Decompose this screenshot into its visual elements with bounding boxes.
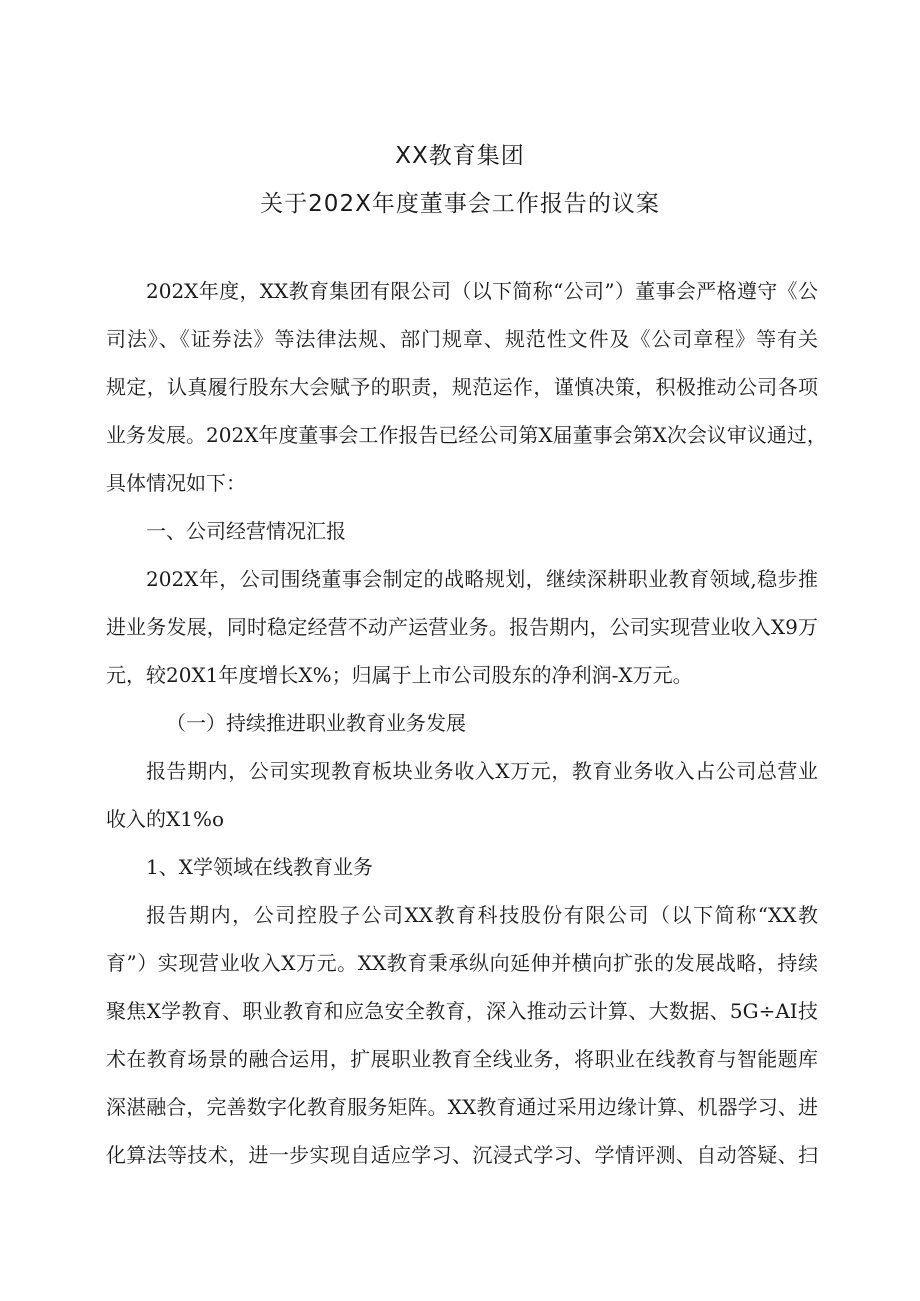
paragraph-line: 司法》、《证券法》等法律法规、部门规章、规范性文件及《公司章程》等有关: [106, 327, 818, 351]
paragraph-line: 报告期内，公司实现教育板块业务收入X万元，教育业务收入占公司总营业: [146, 759, 818, 783]
paragraph-line: 业务发展。202X年度董事会工作报告已经公司第X届董事会第X次会议审议通过，: [106, 423, 827, 447]
paragraph-line: 聚焦X学教育、职业教育和应急安全教育，深入推动云计算、大数据、5G÷AI技: [106, 999, 818, 1023]
paragraph-line: 202X年度，XX教育集团有限公司（以下简称“公司”）董事会严格遵守《公: [146, 279, 818, 303]
document-title-org: XX教育集团: [395, 143, 525, 169]
paragraph-line: 202X年，公司围绕董事会制定的战略规划，继续深耕职业教育领域,稳步推: [146, 567, 818, 591]
paragraph-line: 元，较20X1年度增长X%；归属于上市公司股东的净利润-X万元。: [106, 663, 693, 687]
paragraph-line: 收入的X1%o: [106, 807, 225, 831]
paragraph-line: 深湛融合，完善数字化教育服务矩阵。XX教育通过采用边缘计算、机器学习、进: [106, 1095, 818, 1119]
paragraph-line: 规定，认真履行股东大会赋予的职责，规范运作，谨慎决策，积极推动公司各项: [106, 375, 818, 399]
paragraph-line: 术在教育场景的融合运用，扩展职业教育全线业务，将职业在线教育与智能题库: [106, 1047, 818, 1071]
paragraph-line: 育”）实现营业收入X万元。XX教育秉承纵向延伸并横向扩张的发展战略，持续: [106, 951, 818, 975]
paragraph-line: 报告期内，公司控股子公司XX教育科技股份有限公司（以下简称“XX教: [146, 903, 818, 927]
paragraph-line: 化算法等技术，进一步实现自适应学习、沉浸式学习、学情评测、自动答疑、扫: [106, 1143, 818, 1167]
subsection-heading: （一）持续推进职业教育业务发展: [166, 711, 466, 735]
section-heading: 一、公司经营情况汇报: [146, 519, 346, 543]
paragraph-line: 进业务发展，同时稳定经营不动产运营业务。报告期内，公司实现营业收入X9万: [106, 615, 818, 639]
document-title-subject: 关于202X年度董事会工作报告的议案: [260, 191, 660, 217]
item-heading: 1、X学领域在线教育业务: [146, 855, 373, 879]
paragraph-line: 具体情况如下：: [106, 471, 246, 495]
